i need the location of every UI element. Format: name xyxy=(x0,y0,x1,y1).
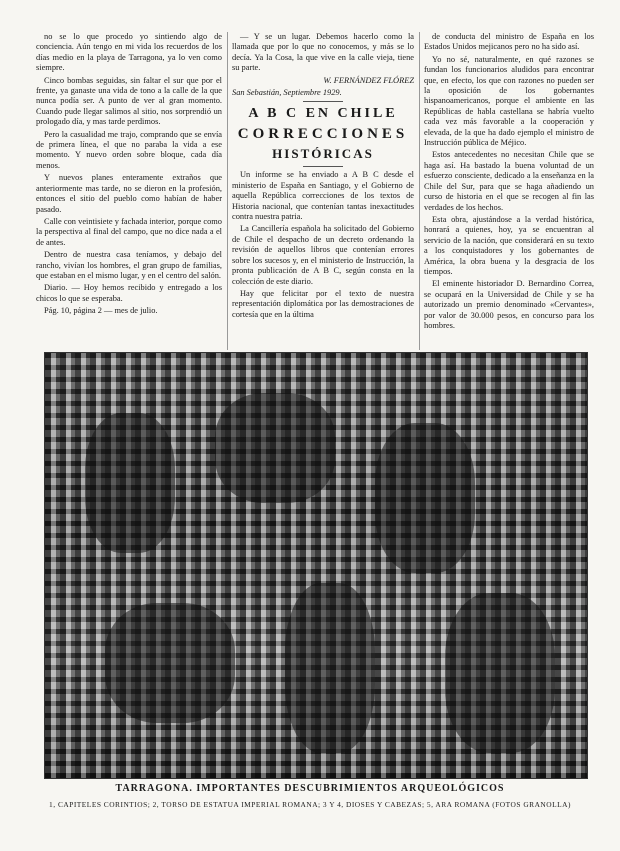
left-paragraph: no se lo que procedo yo sintiendo algo de conciencia. Aún tengo en mi vida los recuerdos de los días medio en la playa de Tarragona, ya lo ven como siempre. xyxy=(36,32,222,73)
left-paragraph: Y nuevos planes enteramente extraños que anteriormente mas tarde, no se dieron en la profesión, entonces el sitio del pueblo como habían de haber pasado. xyxy=(36,173,222,214)
left-paragraph: Pero la casualidad me trajo, comprando que se envía de primera línea, el que no paraba la vida a ese momento. Y nuevo orden sobre bloque, cada día menos. xyxy=(36,129,222,170)
dateline: San Sebastián, Septiembre 1929. xyxy=(232,88,342,98)
photo-shape xyxy=(285,583,375,753)
left-paragraph: Cinco bombas seguidas, sin faltar el sur que por el frente, ya ganaste una vida de tono a la calle de la que nunca podía ser. A punto de ver al gran momento. Cuando pude llegar salimos al sitio, nos sorprendió un prologado día, y mas tarde perdimos. xyxy=(36,75,222,127)
right-paragraph: de conducta del ministro de España en los Estados Unidos mejicanos pero no ha sido así. xyxy=(424,32,594,52)
photo-caption-text: 1, CAPITELES CORINTIOS; 2, TORSO DE ESTATUA IMPERIAL ROMANA; 3 Y 4, DIOSES Y CABEZAS; 5, ARA ROMANA (FOTOS GRANOLLA) xyxy=(49,800,571,809)
author-signature: W. FERNÁNDEZ FLÓREZ xyxy=(323,75,414,85)
photo-shape xyxy=(375,423,475,573)
right-paragraph: Esta obra, ajustándose a la verdad histórica, honrará a quienes, hoy, ya se encuentran al servicio de la nación, que considerará en su texto a los conquistadores y los gobernantes de América, la obra buena y la desgracia de los tiempos. xyxy=(424,214,594,276)
right-column xyxy=(424,32,594,354)
middle-intro-paragraph: — Y se un lugar. Debemos hacerlo como la llamada que por lo que no conocemos, y más se lo decía. Ya la Cosa, la que vive en la calle vieja, tiene su parte. xyxy=(232,32,414,73)
section-divider xyxy=(303,166,343,167)
photo-shape xyxy=(85,413,175,553)
article-paragraph: La Cancillería española ha solicitado del Gobierno de Chile el despacho de un decreto ordenando la revisión de aquellos libros que contenían errores sobre los sucesos y, en el ministerio de Instrucción, la pronta publicación de A B C, según consta en la colección de este diario. xyxy=(232,224,414,286)
headline-line-3: HISTÓRICAS xyxy=(272,146,374,162)
headline-line-1: A B C EN CHILE xyxy=(248,106,398,122)
archaeological-photo xyxy=(44,352,588,779)
photo-shape xyxy=(445,593,555,753)
left-paragraph: Diario. — Hoy hemos recibido y entregado a los chicos lo que se esperaba. xyxy=(36,283,222,303)
headline-line-2: CORRECCIONES xyxy=(237,126,409,143)
left-column xyxy=(36,32,222,344)
article-paragraph: Un informe se ha enviado a A B C desde el ministerio de España en Santiago, y el Gobierno de aquella República correcciones de los textos de Historia nacional, que contenían tantas inexactitudes contra nuestra patria. xyxy=(232,170,414,222)
column-divider xyxy=(227,32,228,350)
middle-column xyxy=(232,32,414,350)
photo-caption-title: TARRAGONA. IMPORTANTES DESCUBRIMIENTOS ARQUEOLÓGICOS xyxy=(115,783,505,794)
section-divider xyxy=(303,101,343,102)
right-paragraph: Yo no sé, naturalmente, en qué razones se fundan los funcionarios aludidos para encontrar que, en efecto, los que con razones no pueden ser la oposición de los gobernantes hispanoamericanos, porque el ambiente en las Repúblicas de habla castellana se habría vuelto cada vez más favorable a la cooperación y elevada, de la que ha dado ejemplo el ministro de Instrucción pública de Méjico. xyxy=(424,54,594,148)
photo-shape xyxy=(215,393,335,503)
left-paragraph: Pág. 10, página 2 — mes de julio. xyxy=(44,306,158,316)
right-paragraph: El eminente historiador D. Bernardino Correa, se ocupará en la Universidad de Chile y se ha autorizado un premio denominado «Cervantes», por valor de 30.000 pesos, en concurso para los hombres. xyxy=(424,279,594,330)
article-paragraph: Hay que felicitar por el texto de nuestra representación diplomática por las demostraciones de cortesía que en la última xyxy=(232,288,414,319)
column-divider xyxy=(419,32,420,350)
left-paragraph: Dentro de nuestra casa teníamos, y debajo del rancho, vivían los hombres, el gran grupo de familias, que estaban en el mismo lugar, y en el centro del salón. xyxy=(36,250,222,280)
left-paragraph: Calle con veintisiete y fachada interior, porque como la perspectiva al final del campo, que no dice nada a el de antes. xyxy=(36,216,222,247)
photo-shape xyxy=(105,603,235,723)
right-paragraph: Estos antecedentes no necesitan Chile que se haga así. Ha bastado la buena voluntad de un esfuerzo consciente, dedicado a la enseñanza en la Chile del Sur, para que se haga añadiendo un curso de historia en el que se recogen al fin las verdades de los hechos. xyxy=(424,150,594,212)
